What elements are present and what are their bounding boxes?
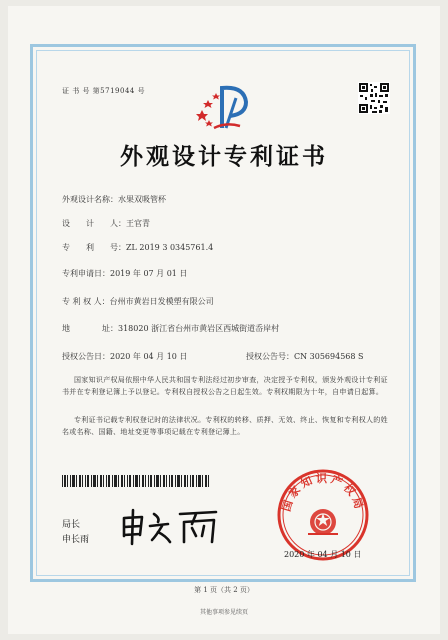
grant-number-label: 授权公告号： — [246, 352, 294, 361]
grant-date-label: 授权公告日： — [62, 352, 110, 361]
grant-date-value: 2020 年 04 月 10 日 — [110, 352, 188, 361]
filing-date-label: 专利申请日： — [62, 269, 110, 278]
qr-code-icon — [358, 82, 390, 114]
designer-value: 王官青 — [126, 219, 150, 228]
svg-text:国家知识产权局: 国家知识产权局 — [279, 472, 367, 513]
director-name: 申长雨 — [62, 535, 90, 545]
barcode-icon — [62, 475, 210, 487]
design-name-label: 外观设计名称： — [62, 195, 118, 204]
patent-number-label: 专 利 号： — [62, 243, 126, 252]
design-name-row — [62, 194, 166, 205]
filing-date-row — [62, 268, 187, 279]
patentee-value: 台州市黄岩日发模塑有限公司 — [109, 297, 214, 306]
certificate-title: 外观设计专利证书 — [120, 143, 328, 170]
address-row — [62, 323, 279, 334]
official-seal-icon — [276, 468, 370, 562]
continuation-note: 其他事项参见续页 — [199, 609, 248, 616]
seal-date: 2020 年 04 月 10 日 — [284, 550, 362, 559]
handwritten-signature — [118, 506, 228, 546]
filing-date-value: 2019 年 07 月 01 日 — [110, 269, 188, 278]
grant-paragraph: 国家知识产权局依照中华人民共和国专利法经过初步审查，决定授予专利权，颁发外观设计专利证书并在专利登记簿上予以登记。专利权自授权公告之日起生效。专利权期限为十年，自申请日起算。 — [62, 376, 388, 396]
director-title: 局长 — [62, 520, 81, 530]
certificate-number: 证 书 号 第5719044 号 — [62, 87, 146, 95]
designer-row — [62, 218, 150, 229]
legal-status-paragraph: 专利证书记载专利权登记时的法律状况。专利权的转移、质押、无效、终止、恢复和专利权人的姓名或名称、国籍、地址变更等事项记载在专利登记簿上。 — [62, 416, 388, 436]
grant-number-value: CN 305694568 S — [294, 352, 364, 361]
address-value: 318020 浙江省台州市黄岩区西城街道岙岸村 — [118, 324, 280, 333]
patentee-row — [62, 296, 214, 307]
design-name-value: 水果双吸管杯 — [118, 195, 166, 204]
address-label: 地 址： — [62, 324, 118, 333]
designer-label: 设 计 人： — [62, 219, 126, 228]
cnipa-logo-icon — [196, 80, 256, 132]
grant-number-row — [246, 351, 364, 362]
patent-number-row — [62, 242, 213, 253]
patent-number-value: ZL 2019 3 0345761.4 — [126, 243, 214, 252]
grant-date-row — [62, 351, 187, 362]
page-indicator: 第 1 页（共 2 页） — [194, 586, 254, 594]
patentee-label: 专 利 权 人： — [62, 297, 110, 306]
